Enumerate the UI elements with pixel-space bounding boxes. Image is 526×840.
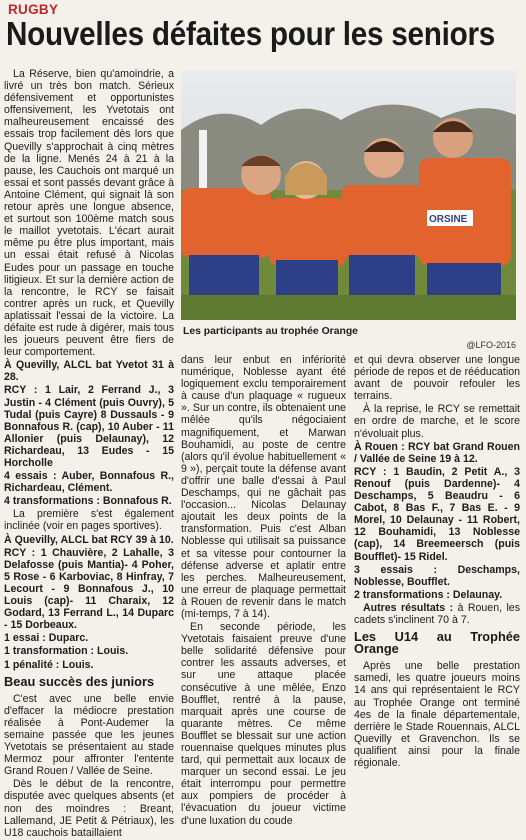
conversions-line: 4 transformations : Bonnafous R.	[4, 495, 172, 508]
penalties-line: 1 pénalité : Louis.	[4, 658, 94, 671]
paragraph: dans leur enbut en infériorité numérique, Noblesse ayant été logiquement exclu temporairement à cause d'un plaquage « rugueux ». Sur un contre, ils obtenaient une mêlée qu'ils négociaient magnifiquement, et Marwan Bouhamidi, au poste de centre (alors qu'il évolue habituellement « 9 »), perçait toute la défense avant d'offrir une balle d'essai à Paul Deschamps, qui ne gâchait pas l'occasion... Nicolas Delaunay ajoutait les deux points de la transformation. Puis c'est Alban Noblesse qui utilisait sa puissance et sa vitesse pour contourner la défense adverse et aplatir entre les perches. Malheureusement, une erreur de plaquage permettait à Rouen de revenir dans le match (mi-temps, 7 à 14).	[181, 354, 346, 620]
paragraph: À la reprise, le RCY se remettait en ordre de marche, et le score n'évoluait plus.	[354, 403, 520, 440]
paragraph: C'est avec une belle envie d'effacer la médiocre prestation réalisée à Pont-Audemer la semaine passée que les jeunes Yvetotais se présentaient au stade Mermoz pour affronter l'entente Grand Rouen / Vallée de Seine.	[4, 692, 174, 778]
other-results-label: Autres résultats :	[363, 601, 454, 614]
photo-credit: @LFO-2016	[466, 340, 516, 350]
article-column-3	[354, 354, 520, 770]
team-lineup: RCY : 1 Baudin, 2 Petit A., 3 Renouf (puis Dardenne)- 4 Deschamps, 5 Beaudru - 6 Cabot, 8 Bas F., 7 Bas E. - 9 Morel, 10 Delaunay - 11 Robert, 12 Bouhamidi, 13 Noblesse (cap), 14 Breemeersch (puis Boufflet)- 15 Ridel.	[354, 465, 520, 563]
team-photo	[181, 70, 516, 320]
result-line: À Quevilly, ALCL bat Yvetot 31 à 28.	[4, 359, 174, 384]
other-results-text: à Rouen, les cadets s'inclinent 70 à 7.	[354, 601, 520, 626]
paragraph: En seconde période, les Yvetotais faisaient preuve d'une belle solidarité défensive pour contrer les assauts adverses, et sur une attaque placée consécutive à une mêlée, Enzo Boufflet, rentré à la pause, marquait après une course de quarante mètres. Ce même Boufflet se blessait sur une action rouennaise quelques minutes plus tard, qui permettait aux locaux de marquer un second essai. Le jeu était interrompu pour permettre aux pompiers de procéder à l'évacuation du joueur victime d'une luxation du coude	[181, 621, 346, 827]
article-column-1	[4, 68, 174, 840]
team-lineup: RCY : 1 Chauvière, 2 Lahalle, 3 Delafosse (puis Mantia)- 4 Poher, 5 Rose - 6 Karboviac, 8 Hinfray, 7 Lecourt - 9 Bonnafous J., 10 Louis (cap)- 11 Charaix, 12 Godard, 13 Ferrand L., 14 Duparc - 15 Dorbeaux.	[4, 546, 174, 632]
players-photo-illustration	[181, 70, 516, 320]
photo-caption: Les participants au trophée Orange	[183, 326, 358, 337]
conversions-line: 2 transformations : Delaunay.	[354, 588, 503, 601]
article-column-2	[181, 354, 346, 828]
page-title: Nouvelles défaites pour les seniors	[6, 15, 496, 52]
intro-paragraph: La Réserve, bien qu'amoindrie, a livré un très bon match. Sérieux défensivement et opportunistes offensivement, les Yvetotais ont malheureusement encaissé des essais trop facilement dès lors que Quevilly s'approchait à cinq mètres de la ligne. Menés 24 à 21 à la pause, les Cauchois ont marqué un essai et sont passés devant grâce à Antoine Clément, qui signait là son retour après une longue absence, et surtout son 100ème match sous le maillot yvetotais. L'écart aurait même pu être plus important, mais un essai était refusé à Nicolas Eudes pour un passage en touche litigieux. Et sur la dernière action de la rencontre, le RCY se faisait contrer après un ruck, et Quevilly aplatissait l'essai de la victoire. La défaite est rude à digérer, mais tous les joueurs peuvent être fiers de leur comportement.	[4, 68, 174, 359]
jersey-sponsor-text: ORSINE	[429, 214, 468, 225]
tries-line: 3 essais : Deschamps, Noblesse, Boufflet.	[354, 563, 520, 588]
section-rubric: RUGBY	[8, 2, 59, 17]
conversions-line: 1 transformation : Louis.	[4, 645, 129, 658]
tries-line: 4 essais : Auber, Bonnafous R., Richardeau, Clément.	[4, 470, 174, 495]
paragraph: La première s'est également inclinée (voir en pages sportives).	[4, 508, 174, 533]
team-lineup: RCY : 1 Lair, 2 Ferrand J., 3 Justin - 4 Clément (puis Ouvry), 5 Tudal (puis Cayre) 8 Dussauls - 9 Bonnafous R. (cap), 10 Auber - 11 Allonier (puis Delaunay), 12 Richardeau, 13 Eudes - 15 Horcholle	[4, 384, 174, 469]
paragraph: Dès le début de la rencontre, disputée avec quelques absents (et non des moindres : Breant, Lallemand, JE Petit & Pétriaux), les U18 cauchois bataillaient	[4, 778, 174, 839]
result-line: À Quevilly, ALCL bat RCY 39 à 10.	[4, 533, 174, 546]
paragraph: et qui devra observer une longue période de repos et de rééducation avant de pouvoir refouler les terrains.	[354, 354, 520, 403]
section-subheading: Les U14 au Trophée Orange	[354, 629, 520, 657]
result-line: À Rouen : RCY bat Grand Rouen / Vallée de Seine 19 à 12.	[354, 440, 520, 465]
paragraph: Après une belle prestation samedi, les quatre joueurs moins 14 ans qui représentaient le RCY au Trophée Orange ont terminé 4es de la finale départementale, derrière le Stade Rouennais, ALCL Quevilly et Gravenchon. Ils se qualifient ainsi pour la finale régionale.	[354, 660, 520, 769]
section-subheading: Beau succès des juniors	[4, 673, 155, 689]
other-results	[354, 602, 520, 626]
tries-line: 1 essai : Duparc.	[4, 632, 89, 645]
